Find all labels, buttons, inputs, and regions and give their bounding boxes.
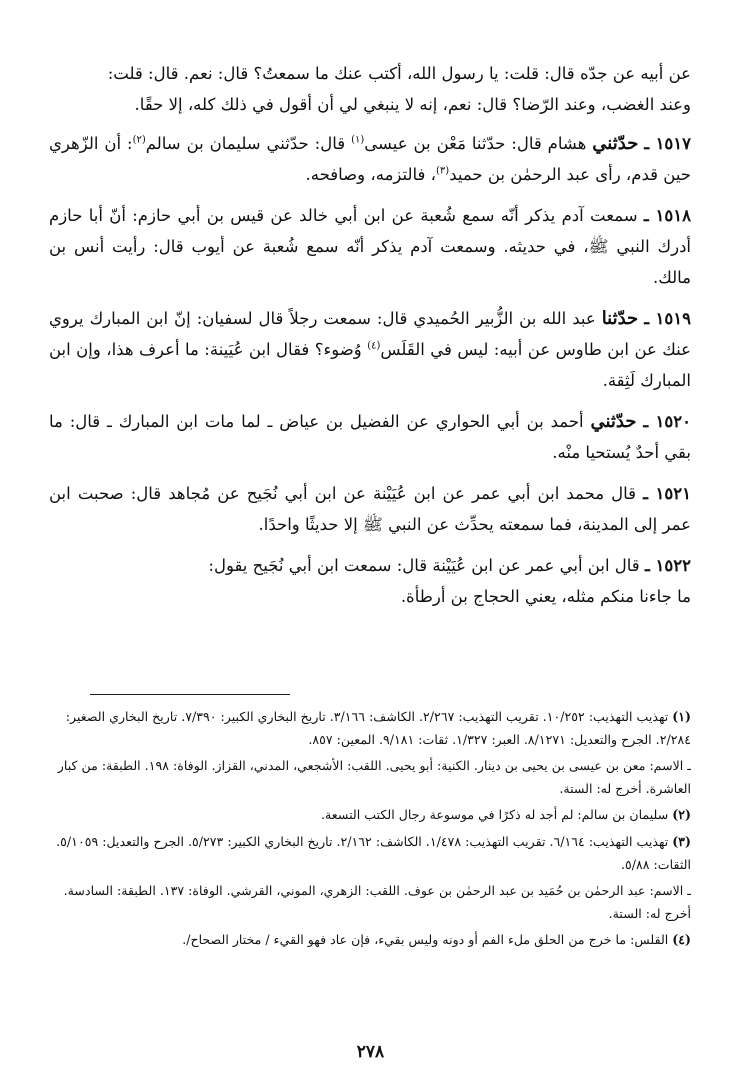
hadith-1518: ١٥١٨ ـ سمعت آدم يذكر أنّه سمع شُعبة عن ابن أبي خالد عن قيس بن أبي حازم: أنّ أبا حازم أدرك النبي ﷺ، في حديثه. وسمعت آدم يذكر أنّه سمع شُعبة عن أيوب قال: رأيت أنس بن مالك. bbox=[49, 206, 691, 287]
footnote-1-bio: ـ الاسم: معن بن عيسى بن يحيى بن دينار. الكنية: أبو يحيى. اللقب: الأشجعي، المدني، القزاز. الوفاة: ١٩٨. الطبقة: من كبار العاشرة. أخرج له: الستة. bbox=[57, 758, 691, 796]
footnote-separator bbox=[90, 694, 290, 695]
footnote-ref-4: (٤) bbox=[367, 340, 381, 352]
main-text bbox=[49, 58, 691, 622]
footnote-4: (٤) القلس: ما خرج من الحلق ملء الفم أو دونه وليس بقيء، فإن عاد فهو القيء / مختار الصحاح/. bbox=[182, 932, 691, 948]
footnotes bbox=[43, 706, 691, 956]
footnote-ref-3: (٣) bbox=[436, 165, 450, 177]
footnote-ref-1: (١) bbox=[351, 134, 365, 146]
footnote-2: (٢) سليمان بن سالم: لم أجد له ذكرًا في موسوعة رجال الكتب التسعة. bbox=[321, 807, 691, 823]
intro-paragraph: عن أبيه عن جدّه قال: قلت: يا رسول الله، أكتب عنك ما سمعتُ؟ قال: نعم. قال: قلت: وعند الغضب، وعند الرّضا؟ قال: نعم، إنه لا ينبغي لي أن أقول في ذلك كله، إلا حقًا. bbox=[107, 64, 691, 114]
footnote-1: (١) تهذيب التهذيب: ١٠/٢٥٢. تقريب التهذيب: ٢/٢٦٧. الكاشف: ٣/١٦٦. تاريخ البخاري الكبير: ٧/٣٩٠. تاريخ البخاري الصغير: ٢/٢٨٤. الجرح والتعديل: ٨/١٢٧١. العبر: ١/٣٢٧. ثقات: ٩/١٨١. المعين: ٨٥٧. bbox=[65, 709, 691, 747]
footnote-3-bio: ـ الاسم: عبد الرحمٰن بن حُمَيد بن عبد الرحمٰن بن عوف. اللقب: الزهري، الموني، القرشي. الوفاة: ١٣٧. الطبقة: السادسة. أخرج له: الستة. bbox=[63, 883, 691, 921]
footnote-ref-2: (٢) bbox=[132, 134, 146, 146]
footnote-3: (٣) تهذيب التهذيب: ٦/١٦٤. تقريب التهذيب: ١/٤٧٨. الكاشف: ٢/١٦٢. تاريخ البخاري الكبير: ٥/٢٧٣. الجرح والتعديل: ٥/١٠٥٩. الثقات: ٥/٨٨. bbox=[56, 833, 691, 872]
hadith-1517: ١٥١٧ ـ حدّثني هشام قال: حدّثنا مَعْن بن عيسى$^{(١)}$ قال: حدّثني سليمان بن سالم$^{(٢)}$: أن الزّهري حين قدم، رأى عبد الرحمٰن بن حميد$^{(٣)}$، فالتزمه، وصافحه. bbox=[49, 133, 692, 184]
hadith-1521: ١٥٢١ ـ قال محمد ابن أبي عمر عن ابن عُيَيْنة عن ابن أبي نُجَيح عن مُجاهد قال: صحبت ابن عمر إلى المدينة، فما سمعته يحدِّث عن النبي ﷺ إلا حديثًا واحدًا. bbox=[49, 484, 691, 534]
hadith-1522: ١٥٢٢ ـ قال ابن أبي عمر عن ابن عُيَيْنة قال: سمعت ابن أبي نُجَيح يقول: ما جاءنا منكم مثله، يعني الحجاج بن أرطأة. bbox=[208, 556, 691, 606]
page-number: ٢٧٨ bbox=[356, 1042, 385, 1062]
hadith-1520: ١٥٢٠ ـ حدّثني أحمد بن أبي الحواري عن الفضيل بن عياض ـ لما مات ابن المبارك ـ قال: ما بقي أحدٌ يُستحيا منْه. bbox=[49, 411, 691, 462]
hadith-1519: ١٥١٩ ـ حدّثنا عبد الله بن الزُّبير الحُميدي قال: سمعت رجلاً قال لسفيان: إنّ ابن المبارك يروي عنك عن ابن طاوس عن أبيه: ليس في القَلَس$^{(٤)}$ وُضوء؟ فقال ابن عُيَينة: ما أعرف هذا، وإن ابن المبارك لَثِقة. bbox=[49, 308, 691, 390]
